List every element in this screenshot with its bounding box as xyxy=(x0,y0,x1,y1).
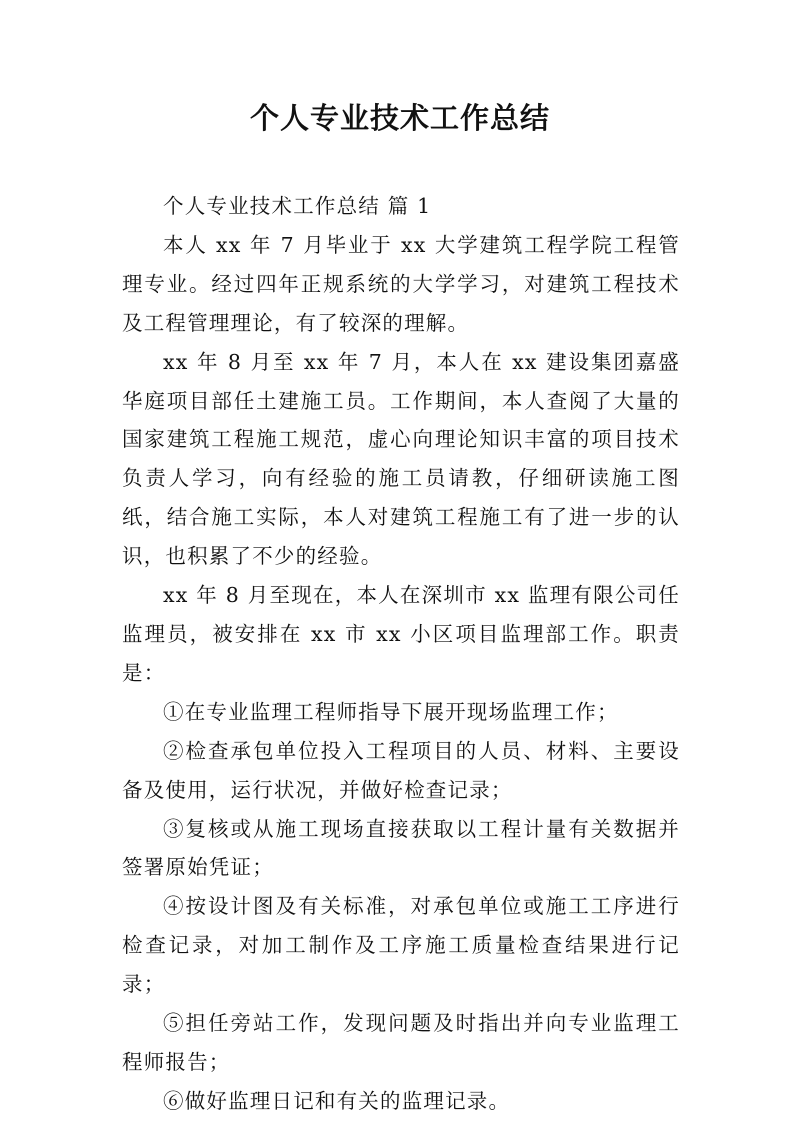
duty-item: ⑥做好监理日记和有关的监理记录。 xyxy=(163,1088,511,1113)
duty-item: ③复核或从施工现场直接获取以工程计量有关数据并签署原始凭证； xyxy=(122,816,680,880)
duty-item: ④按设计图及有关标准，对承包单位或施工工序进行检查记录，对加工制作及工序施工质量检查结果进行记录； xyxy=(122,894,680,997)
document-body xyxy=(122,187,680,1121)
paragraph: 本人 xx 年 7 月毕业于 xx 大学建筑工程学院工程管理专业。经过四年正规系统的大学学习，对建筑工程技术及工程管理理论，有了较深的理解。 xyxy=(122,232,680,335)
duty-item: ②检查承包单位投入工程项目的人员、材料、主要设备及使用，运行状况，并做好检查记录； xyxy=(122,738,680,802)
duty-item: ⑤担任旁站工作，发现问题及时指出并向专业监理工程师报告； xyxy=(122,1011,680,1074)
paragraph: xx 年 8 月至 xx 年 7 月，本人在 xx 建设集团嘉盛华庭项目部任土建施工员。工作期间，本人查阅了大量的国家建筑工程施工规范，虚心向理论知识丰富的项目技术负责人学习，向有经验的施工员请教，仔细研读施工图纸，结合施工实际，本人对建筑工程施工有了进一步的认识，也积累了不少的经验。 xyxy=(122,349,680,569)
section-heading: 个人专业技术工作总结 篇 1 xyxy=(163,194,432,218)
paragraph: xx 年 8 月至现在，本人在深圳市 xx 监理有限公司任监理员，被安排在 xx 市 xx 小区项目监理部工作。职责是： xyxy=(122,583,680,685)
duty-item: ①在专业监理工程师指导下展开现场监理工作； xyxy=(163,699,619,724)
document-title: 个人专业技术工作总结 xyxy=(249,101,550,135)
